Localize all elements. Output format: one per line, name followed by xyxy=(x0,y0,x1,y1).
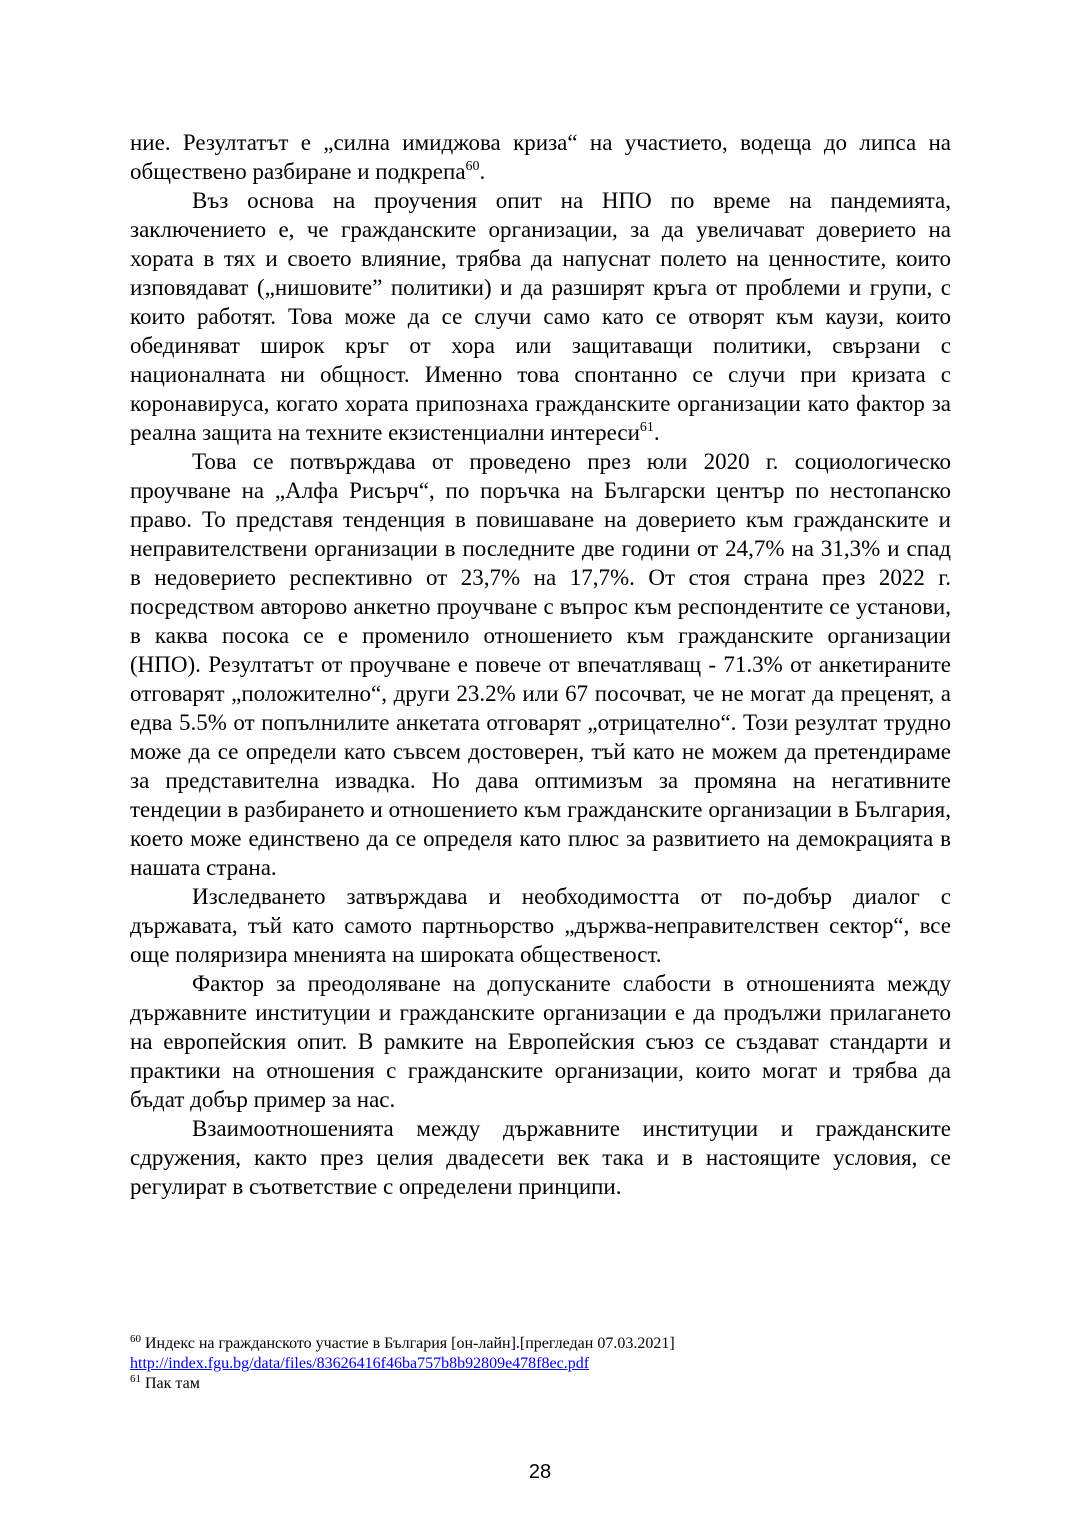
footnote-61-mark: 61 xyxy=(130,1373,141,1385)
page-number: 28 xyxy=(528,1461,552,1483)
footnote-61-text: Пак там xyxy=(141,1375,200,1392)
footnotes xyxy=(130,1334,951,1394)
footnote-ref-60[interactable]: 60 xyxy=(465,159,480,174)
paragraph-2 xyxy=(130,186,951,447)
footnote-60-link[interactable]: http://index.fgu.bg/data/files/83626416f46ba757b8b92809e478f8ec.pdf xyxy=(130,1355,590,1372)
paragraph-6-text: Взаимоотношенията между държавните институции и гражданските сдружения, както през целия двадесети век така и в настоящите условия, се регулират в съответствие с определени принципи. xyxy=(130,1116,951,1199)
paragraph-3-text: Това се потвърждава от проведено през юли 2020 г. социологическо проучване на „Алфа Рисърч“, по поръчка на Български център по нестопанско право. То представя тенденция в повишаване на доверието към гражданските и неправителствени организации в последните две години от 24,7% на 31,3% и спад в недоверието респективно от 23,7% на 17,7%. От стоя страна през 2022 г. посредством авторово анкетно проучване с въпрос към респондентите се установи, в каква посока се е променило отношението към гражданските организации (НПО). Резултатът от проучване е повече от впечатляващ - 71.3% от анкетираните отговарят „положително“, други 23.2% или 67 посочват, че не могат да преценят, а едва 5.5% от попълнилите анкетата отговарят „отрицателно“. Този резултат трудно може да се определи като съвсем достоверен, тъй като не можем да претендираме за представителна извадка. Но дава оптимизъм за промяна на негативните тендеции в разбирането и отношението към гражданските организации в България, което може единствено да се определя като плюс за развитието на демокрацията в нашата страна. xyxy=(130,449,951,880)
paragraph-4 xyxy=(130,882,951,969)
paragraph-3 xyxy=(130,447,951,882)
footnote-60-link-line xyxy=(130,1354,951,1374)
page-body xyxy=(130,128,951,1201)
paragraph-5-text: Фактор за преодоляване на допусканите слабости в отношенията между държавните институции и гражданските организации е да продължи прилагането на европейския опит. В рамките на Европейския съюз се създават стандарти и практики на отношения с гражданските организации, които могат и трябва да бъдат добър пример за нас. xyxy=(130,971,951,1112)
paragraph-4-text: Изследването затвърждава и необходимостта от по-добър диалог с държавата, тъй като самото партньорство „държва-неправителствен сектор“, все още поляризира мненията на широката общественост. xyxy=(130,884,951,967)
footnote-ref-61[interactable]: 61 xyxy=(639,420,654,435)
paragraph-2-tail: . xyxy=(653,420,660,445)
paragraph-1-tail: . xyxy=(479,159,486,184)
paragraph-1-text: ние. Резултатът е „силна имиджова криза“ на участието, водеща до липса на обществено разбиране и подкрепа xyxy=(130,130,951,184)
paragraph-5 xyxy=(130,969,951,1114)
paragraph-2-text: Въз основа на проучения опит на НПО по време на пандемията, заключението е, че гражданските организации, за да увеличават доверието на хората в тях и своето влияние, трябва да напуснат полето на ценностите, които изповядават („нишовите” политики) и да разширят кръга от проблеми и групи, с които работят. Това може да се случи само като се отворят към каузи, които обединяват широк кръг от хора или защитаващи политики, свързани с националната ни общност. Именно това спонтанно се случи при кризата с коронавируса, когато хората припознаха гражданските организации като фактор за реална защита на техните екзистенциални интереси xyxy=(130,188,951,445)
footnote-60 xyxy=(130,1334,951,1354)
footnote-60-mark: 60 xyxy=(130,1333,141,1345)
paragraph-1 xyxy=(130,128,951,186)
footnote-61 xyxy=(130,1374,951,1394)
footnote-60-text: Индекс на гражданското участие в България [он-лайн].[прегледан 07.03.2021] xyxy=(141,1335,675,1352)
paragraph-6 xyxy=(130,1114,951,1201)
